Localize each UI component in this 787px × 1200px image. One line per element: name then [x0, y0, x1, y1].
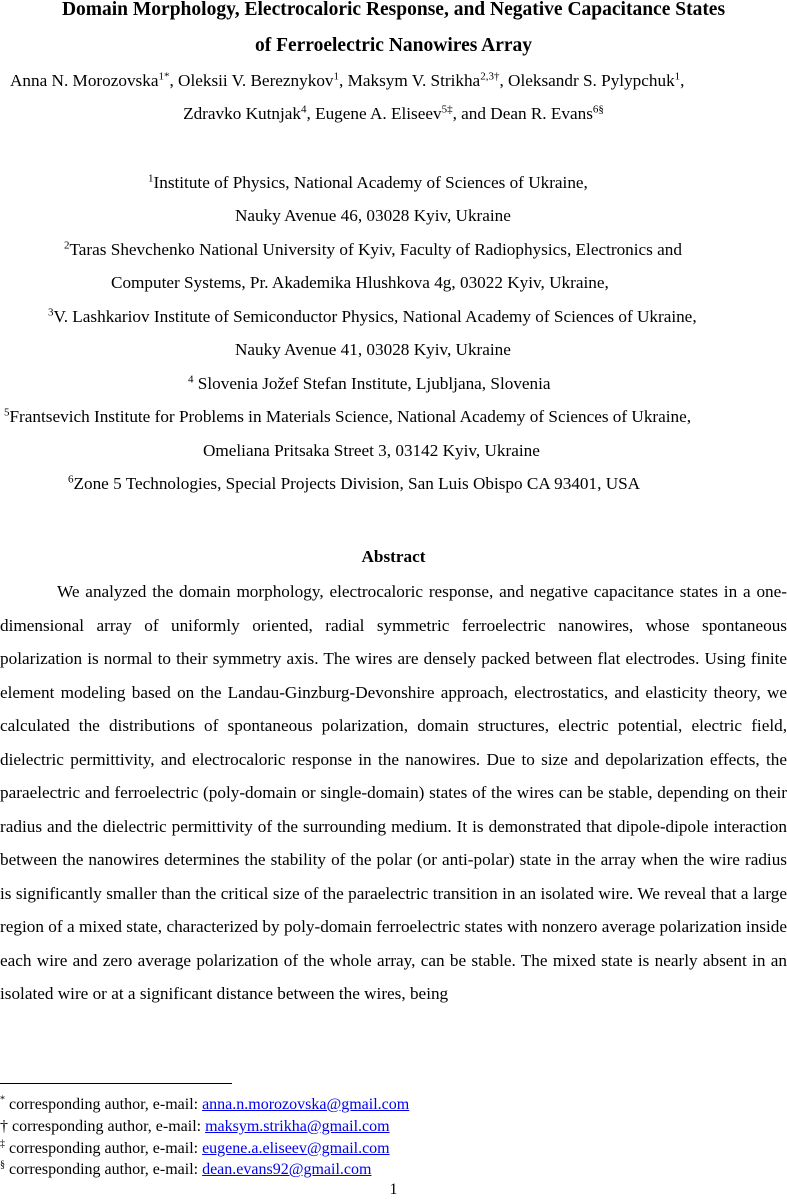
affiliation-3: [48, 307, 697, 327]
affiliation-text: Slovenia Jožef Stefan Institute, Ljubljana, Slovenia: [193, 374, 551, 393]
footnote-mark: §: [0, 1159, 5, 1171]
author-separator: ,: [339, 71, 348, 90]
email-link[interactable]: dean.evans92@gmail.com: [202, 1161, 372, 1178]
author-separator: ,: [306, 104, 316, 123]
footnote-1: [0, 1096, 409, 1114]
author-affiliation-mark: 1: [674, 70, 681, 83]
footnote-mark: †: [0, 1118, 8, 1135]
author-affiliation-mark: 2,3†: [480, 70, 500, 83]
affiliation-mark: 4: [188, 373, 194, 386]
affiliation-text: Institute of Physics, National Academy of Sciences of Ukraine,: [153, 173, 588, 192]
footnote-2: [0, 1118, 390, 1136]
author-affiliation-mark: 5‡: [441, 103, 453, 116]
paper-title-line-2: of Ferroelectric Nanowires Array: [254, 35, 533, 56]
affiliation-4: [188, 374, 551, 394]
author-name: Dean R. Evans: [490, 104, 593, 123]
footnote-text: corresponding author, e-mail:: [5, 1096, 203, 1113]
footnote-3: [0, 1140, 390, 1158]
affiliation-1-address: Nauky Avenue 46, 03028 Kyiv, Ukraine: [235, 206, 511, 225]
affiliation-2-address: Computer Systems, Pr. Akademika Hlushkova 4g, 03022 Kyiv, Ukraine,: [111, 273, 609, 292]
affiliation-text: Taras Shevchenko National University of Kyiv, Faculty of Radiophysics, Electronics and: [69, 240, 682, 259]
page-number: 1: [389, 1181, 398, 1198]
affiliation-mark: 5: [4, 406, 10, 419]
affiliation-text: Frantsevich Institute for Problems in Materials Science, National Academy of Sciences of Ukraine,: [9, 407, 692, 426]
email-link[interactable]: maksym.strikha@gmail.com: [205, 1118, 390, 1135]
affiliation-text: V. Lashkariov Institute of Semiconductor Physics, National Academy of Sciences of Ukraine,: [53, 307, 697, 326]
email-link[interactable]: eugene.a.eliseev@gmail.com: [202, 1140, 390, 1157]
author-name: Eugene A. Eliseev: [315, 104, 442, 123]
footnote-mark: *: [0, 1094, 5, 1106]
author-affiliation-mark: 1: [333, 70, 340, 83]
affiliation-5: [4, 407, 691, 427]
author-name: Zdravko Kutnjak: [183, 104, 301, 123]
author-name: Anna N. Morozovska: [10, 71, 159, 90]
author-affiliation-mark: 6§: [592, 103, 604, 116]
footnote-mark: ‡: [0, 1138, 5, 1150]
affiliation-mark: 2: [64, 239, 70, 252]
author-line-2: [0, 104, 787, 124]
author-affiliation-mark: 1*: [158, 70, 170, 83]
footnote-text: corresponding author, e-mail:: [5, 1140, 203, 1157]
affiliation-6: [68, 474, 640, 494]
author-separator: ,: [499, 71, 509, 90]
affiliation-2: [64, 240, 682, 260]
author-name: Maksym V. Strikha: [347, 71, 481, 90]
abstract-paragraph: We analyzed the domain morphology, electrocaloric response, and negative capacitance states in a one-dimensional array of uniformly oriented, radial symmetric ferroelectric nanowires, whose spontaneous polarization is normal to their symmetry axis. The wires are densely packed between flat electrodes. Using finite element modeling based on the Landau-Ginzburg-Devonshire approach, electrostatics, and elasticity theory, we calculated the distributions of spontaneous polarization, domain structures, electric potential, electric field, dielectric permittivity, and electrocaloric response in the nanowires. Due to size and depolarization effects, the paraelectric and ferroelectric (poly-domain or single-domain) states of the wires can be stable, depending on their radius and the dielectric permittivity of the surrounding medium. It is demonstrated that dipole-dipole interaction between the nanowires determines the stability of the polar (or anti-polar) state in the array when the wire radius is significantly smaller than the critical size of the paraelectric transition in an isolated wire. We reveal that a large region of a mixed state, characterized by poly-domain ferroelectric states with nonzero average polarization inside each wire and zero average polarization of the whole array, can be stable. The mixed state is nearly absent in an isolated wire or at a significant distance between the wires, being: [0, 582, 787, 1003]
footnote-separator: [0, 1083, 232, 1084]
paper-title-line-1: Domain Morphology, Electrocaloric Response, and Negative Capacitance States: [61, 0, 726, 20]
affiliation-3-address: Nauky Avenue 41, 03028 Kyiv, Ukraine: [235, 340, 511, 359]
affiliation-1: [148, 173, 588, 193]
abstract-heading: Abstract: [361, 547, 426, 566]
author-separator: ,: [680, 71, 685, 90]
author-affiliation-mark: 4: [300, 103, 307, 116]
footnote-text: corresponding author, e-mail:: [8, 1118, 206, 1135]
affiliation-5-address: Omeliana Pritsaka Street 3, 03142 Kyiv, Ukraine: [203, 441, 540, 460]
affiliation-mark: 6: [68, 473, 74, 486]
abstract-body: [0, 575, 787, 1011]
footnote-text: corresponding author, e-mail:: [5, 1161, 203, 1178]
author-name: Oleksandr S. Pylypchuk: [508, 71, 675, 90]
author-separator: , and: [452, 104, 491, 123]
author-line-1: [10, 71, 684, 91]
affiliation-mark: 3: [48, 306, 54, 319]
affiliation-text: Zone 5 Technologies, Special Projects Division, San Luis Obispo CA 93401, USA: [73, 474, 641, 493]
email-link[interactable]: anna.n.morozovska@gmail.com: [202, 1096, 410, 1113]
author-separator: ,: [169, 71, 179, 90]
author-name: Oleksii V. Bereznykov: [178, 71, 334, 90]
affiliation-mark: 1: [148, 172, 154, 185]
footnote-4: [0, 1161, 371, 1179]
